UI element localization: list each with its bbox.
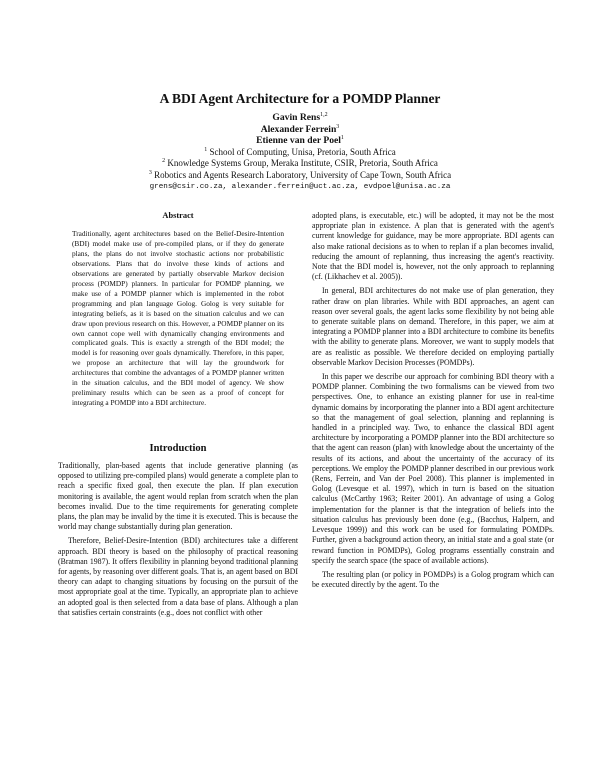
paper-title: A BDI Agent Architecture for a POMDP Planner [159, 91, 441, 106]
right-paragraph-2: In general, BDI architectures do not make use of plan generation, they rather draw on plan libraries. While with BDI approaches, an agent can reason over several goals, the agent lacks some flexibility by not being able to generate suitable plans on demand. Therefore, in this paper, we aim at integrating a POMDP planner into a BDI architecture to combine its benefits with the ability to generate plans. Moreover, we want to supply models that are as realistic as possible. We therefore decided on employing partially observable Markov Decision Processes (POMDPs). [312, 286, 554, 367]
author-1: Gavin Rens$^{1,2}$ [272, 112, 328, 123]
author-emails: grens@csir.co.za, alexander.ferrein@uct.ac.za, evdpoel@unisa.ac.za [149, 182, 451, 191]
introduction-body [58, 461, 298, 618]
author-3: Etienne van der Poel$^1$ [256, 135, 344, 147]
abstract-paragraph: Traditionally, agent architectures based on the Belief-Desire-Intention (BDI) model make use of pre-compiled plans, or if they do generate plans, the plans do not involve stochastic actions nor probabilistic observations. Plans that do involve these kinds of actions and observations are generated by partially observable Markov decision process (POMDP) planners. In particular for POMDP planning, we make use of a POMDP planner which is implemented in the robot programming and plan language Golog. Golog is very suitable for integrating beliefs, as it is based on the situation calculus and we can draw upon previous research on this. However, a POMDP planner on its own cannot cope well with dynamically changing environments and complicated goals. This is exactly a strength of the BDI model; the model is for reasoning over goals dynamically. Therefore, in this paper, we propose an architecture that will lay the groundwork for architectures that combine the advantages of a POMDP planner written in the situation calculus, and the BDI model of agency. We show preliminary results which can be seen as a proof of concept for integrating a POMDP into a BDI architecture. [72, 229, 284, 408]
intro-paragraph-2: Therefore, Belief-Desire-Intention (BDI) architectures take a different approach. BDI theory is based on the philosophy of practical reasoning (Bratman 1987). It offers flexibility in planning beyond traditional planning for agents, by reasoning over different goals. That is, an agent based on BDI theory can adapt to changing situations by focusing on the pursuit of the most appropriate goal at the time. Typically, an appropriate plan to achieve an adopted goal is then selected from a data base of plans. Although a plan that satisfies certain constraints (e.g., does not conflict with other [58, 536, 298, 617]
abstract-body [72, 229, 284, 408]
right-paragraph-1: adopted plans, is executable, etc.) will be adopted, it may not be the most appropriate plan in existence. A plan that is generated with the agent's current knowledge for guidance, may be more appropriate. BDI agents can also make rational decisions as to when to replan if a plan becomes invalid, reducing the amount of replanning, thus increasing the agent's reactivity. Note that the BDI model is, however, not the only approach to replanning (cf. (Likhachev et al. 2005)). [312, 211, 554, 282]
right-paragraph-3: In this paper we describe our approach for combining BDI theory with a POMDP planner. Combining the two formalisms can be viewed from two perspectives. One, to enhance an existing planner for use in real-time dynamic domains by incorporating the planner into a BDI agent architecture so that the management of goal selection, planning and replanning is handled in a principled way. Two, to enhance the classical BDI agent architecture by incorporating a POMDP planner into the BDI architecture so that the agent can reason (plan) with knowledge about the uncertainty of the results of its actions, and about the uncertainty of the accuracy of its perceptions. We employ the POMDP planner described in our previous work (Rens, Ferrein, and Van der Poel 2008). This planner is implemented in Golog (Levesque et al. 1997), which in turn is based on the situation calculus (McCarthy 1963; Reiter 2001). An advantage of using a Golog implementation for the planner is that the integration of beliefs into the situation calculus has previously been done (e.g., (Bacchus, Halpern, and Levesque 1999)) and this work can be used for formulating POMDPs. Further, given a background action theory, an initial state and a goal state (or reward function in POMDPs), Golog programs essentially constrain and specify the search space (the space of available actions). [312, 372, 554, 565]
introduction-heading: Introduction [149, 443, 207, 454]
affiliation-1: $^1$ School of Computing, Unisa, Pretoria, South Africa [204, 146, 396, 157]
right-paragraph-4: The resulting plan (or policy in POMDPs) is a Golog program which can be executed directly by the agent. To the [312, 569, 554, 590]
affiliation-2: $^2$ Knowledge Systems Group, Meraka Institute, CSIR, Pretoria, South Africa [162, 158, 438, 169]
abstract-heading: Abstract [162, 211, 194, 220]
right-column [312, 211, 554, 590]
affiliation-3: $^3$ Robotics and Agents Research Laboratory, University of Cape Town, South Africa [148, 169, 452, 180]
intro-paragraph-1: Traditionally, plan-based agents that include generative planning (as opposed to utilizing pre-compiled plans) would generate a complete plan to reach a specific fixed goal, then execute the plan. If plan execution monitoring is available, the agent would replan from scratch when the plan becomes invalid. Due to the time requirements for generating complete plans, the plan may be invalid by the time it is executed. This is because the world may change substantially during plan generation. [58, 461, 298, 532]
author-block [0, 112, 600, 193]
author-2: Alexander Ferrein$^3$ [260, 123, 340, 135]
